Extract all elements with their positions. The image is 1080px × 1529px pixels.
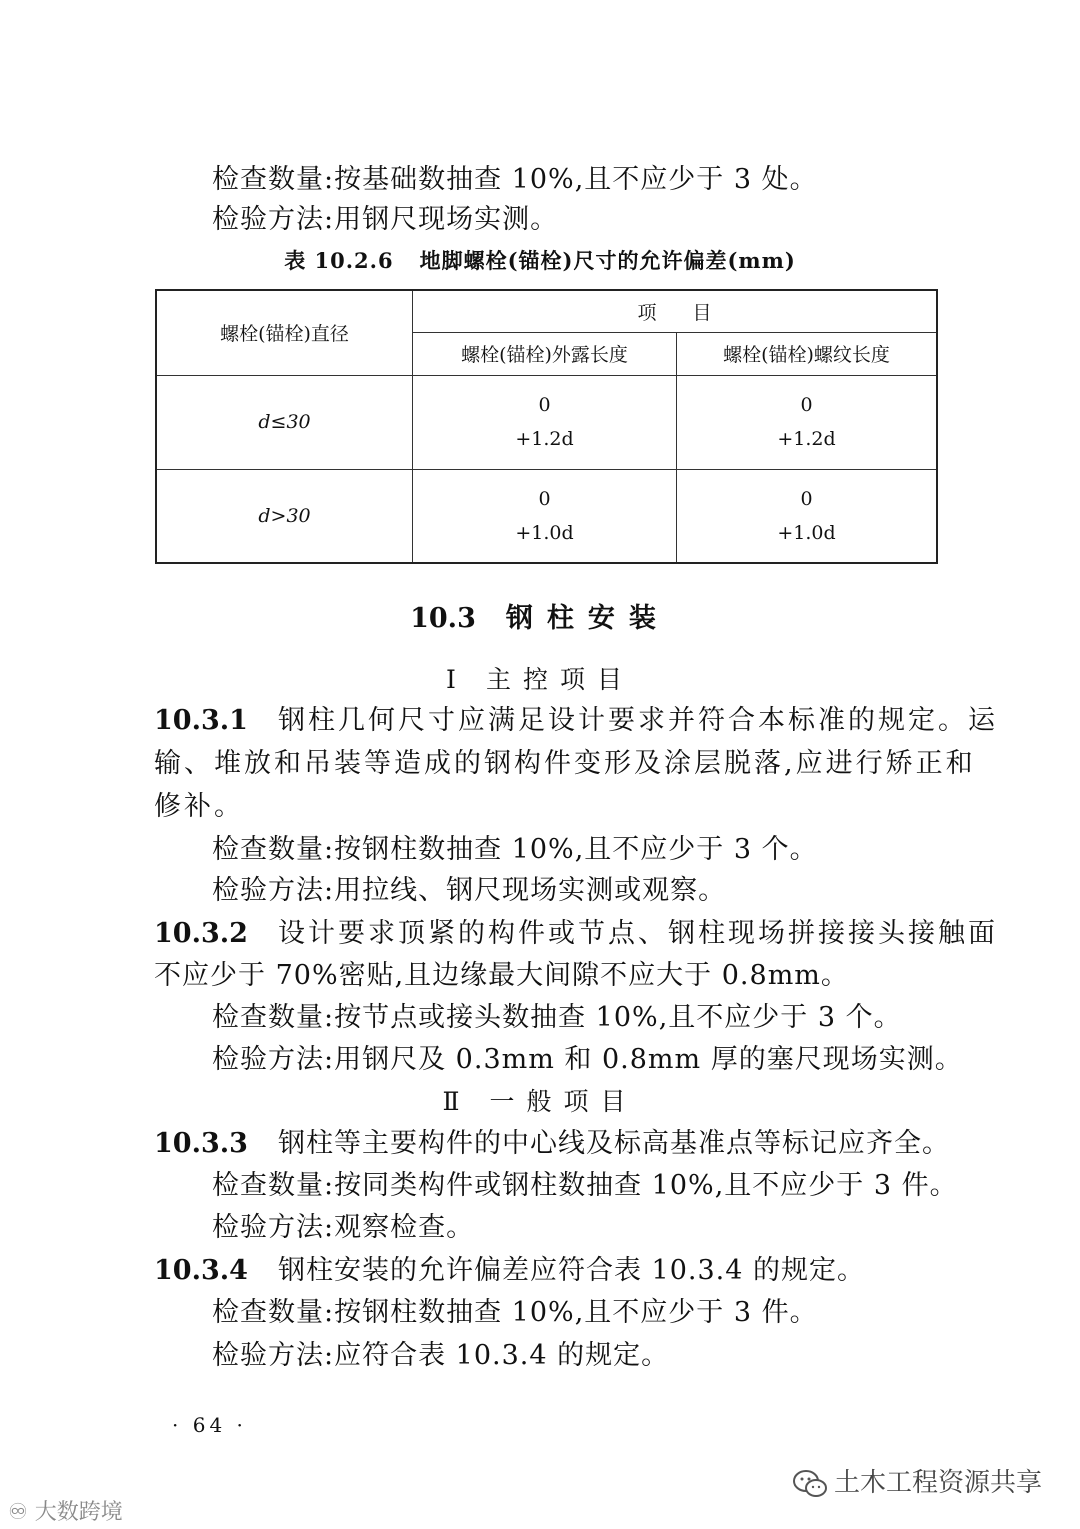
clause-10-3-1-line3: 修补。 [154, 791, 244, 822]
watermark-logo-icon: ♾ [8, 1500, 35, 1525]
page-number: · 64 · [172, 1413, 247, 1437]
header-thread-length: 螺栓(锚栓)螺纹长度 [677, 332, 938, 375]
clause-10-3-4-method: 检验方法:应符合表 10.3.4 的规定。 [212, 1340, 670, 1371]
header-item [413, 290, 938, 332]
row2-exposed [413, 469, 677, 563]
wechat-icon [792, 1469, 828, 1499]
row1-thread [677, 375, 938, 469]
clause-10-3-4-line1 [154, 1251, 938, 1291]
clause-10-3-2-line1 [154, 914, 998, 954]
table-caption [0, 245, 1080, 275]
table-row [156, 375, 937, 469]
watermark-left [8, 1495, 123, 1526]
table-row [156, 469, 937, 563]
section-number: 10.3 [410, 603, 476, 634]
row2-exposed-upper: 0 [538, 487, 551, 510]
row2-thread [677, 469, 938, 563]
check-quantity-line: 检查数量:按基础数抽查 10%,且不应少于 3 处。 [212, 164, 818, 195]
watermark-left-text: 大数跨境 [34, 1500, 123, 1525]
clause-10-3-3-method: 检验方法:观察检查。 [212, 1212, 475, 1243]
clause-10-3-1-line1 [154, 701, 998, 741]
table-caption-number: 表 10.2.6 [284, 248, 394, 273]
clause-10-3-1-method: 检验方法:用拉线、钢尺现场实测或观察。 [212, 875, 727, 906]
section-heading [0, 596, 1080, 635]
clause-text: 钢柱等主要构件的中心线及标高基准点等标记应齐全。 [277, 1128, 950, 1159]
clause-10-3-1-line2: 输、堆放和吊装等造成的钢构件变形及涂层脱落,应进行矫正和 [154, 748, 976, 779]
section-title: 钢柱安装 [505, 603, 670, 634]
row2-thread-lower: +1.0d [777, 521, 836, 544]
roman-numeral-2: Ⅱ [442, 1087, 460, 1116]
clause-10-3-2-line2: 不应少于 70%密贴,且边缘最大间隙不应大于 0.8mm。 [154, 960, 849, 991]
watermark-right-text: 土木工程资源共享 [833, 1468, 1042, 1498]
clause-text: 设计要求顶紧的构件或节点、钢柱现场拼接接头接触面 [277, 918, 998, 949]
watermark-right [792, 1462, 1042, 1499]
subheading-main-control-title: 主控项目 [485, 665, 634, 694]
table-caption-title: 地脚螺栓(锚栓)尺寸的允许偏差(mm) [419, 248, 796, 273]
row1-thread-lower: +1.2d [777, 428, 836, 450]
row2-exposed-lower: +1.0d [515, 521, 574, 544]
clause-text: 钢柱几何尺寸应满足设计要求并符合本标准的规定。运 [277, 705, 998, 736]
header-item-label: 项目 [637, 301, 748, 324]
row2-diameter: d>30 [156, 469, 413, 563]
header-exposed-length: 螺栓(锚栓)外露长度 [413, 332, 677, 375]
roman-numeral-1: Ⅰ [446, 665, 456, 694]
clause-10-3-4-quantity: 检查数量:按钢柱数抽查 10%,且不应少于 3 件。 [212, 1297, 818, 1328]
clause-10-3-3-quantity: 检查数量:按同类构件或钢柱数抽查 10%,且不应少于 3 件。 [212, 1170, 958, 1201]
row1-exposed [413, 375, 677, 469]
clause-10-3-2-method: 检验方法:用钢尺及 0.3mm 和 0.8mm 厚的塞尺现场实测。 [212, 1044, 963, 1075]
subheading-main-control [0, 660, 1080, 696]
clause-number: 10.3.3 [154, 1128, 248, 1159]
row1-diameter: d≤30 [156, 375, 413, 469]
clause-number: 10.3.2 [154, 918, 248, 949]
subheading-general-title: 一般项目 [489, 1087, 638, 1116]
clause-10-3-1-quantity: 检查数量:按钢柱数抽查 10%,且不应少于 3 个。 [212, 834, 818, 865]
bolt-deviation-table [155, 289, 938, 564]
subheading-general [0, 1082, 1080, 1118]
clause-10-3-3-line1 [154, 1124, 950, 1164]
clause-number: 10.3.1 [154, 705, 248, 736]
row1-exposed-upper: 0 [538, 394, 551, 416]
check-method-line: 检验方法:用钢尺现场实测。 [212, 204, 559, 235]
clause-10-3-2-quantity: 检查数量:按节点或接头数抽查 10%,且不应少于 3 个。 [212, 1002, 902, 1033]
row2-thread-upper: 0 [800, 487, 813, 510]
row1-exposed-lower: +1.2d [515, 428, 574, 450]
row1-thread-upper: 0 [800, 394, 813, 416]
clause-number: 10.3.4 [154, 1255, 248, 1286]
clause-text: 钢柱安装的允许偏差应符合表 10.3.4 的规定。 [277, 1255, 865, 1286]
header-diameter: 螺栓(锚栓)直径 [156, 290, 413, 375]
